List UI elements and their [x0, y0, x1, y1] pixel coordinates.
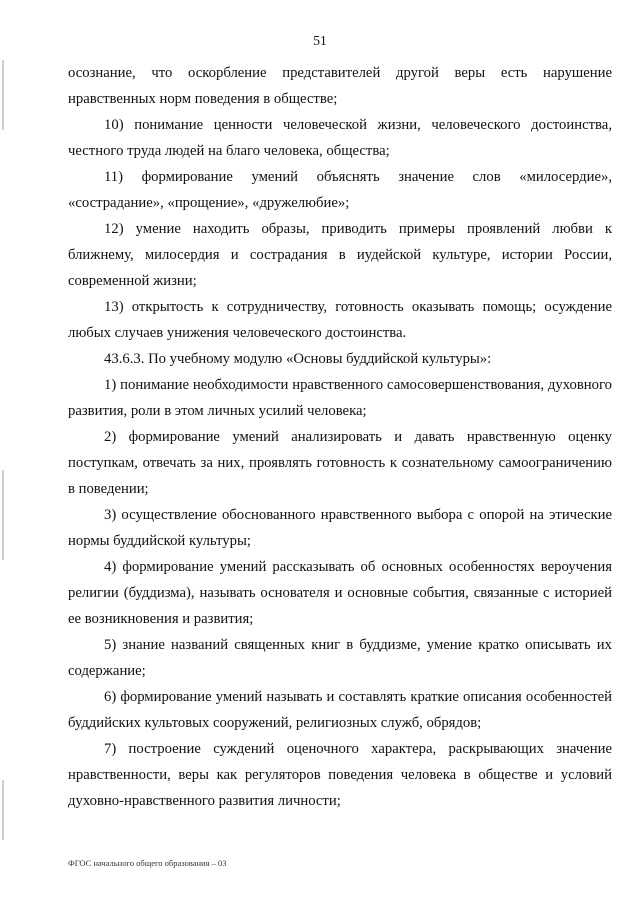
paragraph: 5) знание названий священных книг в буддизме, умение кратко описывать их содержание; [68, 637, 612, 679]
paragraph: 2) формирование умений анализировать и давать нравственную оценку поступкам, отвечать за них, проявлять готовность к сознательному самоограничению в поведении; [68, 429, 612, 497]
paragraph: 6) формирование умений называть и составлять краткие описания особенностей буддийских культовых сооружений, религиозных служб, обрядов; [68, 689, 612, 731]
paragraph: 1) понимание необходимости нравственного самосовершенствования, духовного развития, роли в этом личных усилий человека; [68, 377, 612, 419]
scan-edge-mark [2, 60, 4, 130]
paragraph: 13) открытость к сотрудничеству, готовность оказывать помощь; осуждение любых случаев унижения человеческого достоинства. [68, 299, 612, 341]
paragraph: 10) понимание ценности человеческой жизни, человеческого достоинства, честного труда людей на благо человека, общества; [68, 117, 612, 159]
paragraph: 11) формирование умений объяснять значение слов «милосердие», «сострадание», «прощение», «дружелюбие»; [68, 169, 612, 211]
paragraph: 4) формирование умений рассказывать об основных особенностях вероучения религии (буддизма), называть основателя и основные события, связанные с историей ее возникновения и развития; [68, 559, 612, 627]
scan-edge-mark [2, 780, 4, 840]
document-body [68, 60, 612, 814]
paragraph: 12) умение находить образы, приводить примеры проявлений любви к ближнему, милосердия и сострадания в иудейской культуре, истории России, современной жизни; [68, 221, 612, 289]
paragraph: 3) осуществление обоснованного нравственного выбора с опорой на этические нормы буддийской культуры; [68, 507, 612, 549]
scan-edge-mark [2, 470, 4, 560]
paragraph: осознание, что оскорбление представителей другой веры есть нарушение нравственных норм поведения в обществе; [68, 65, 612, 107]
footer-note: ФГОС начального общего образования – 03 [68, 858, 227, 868]
paragraph: 7) построение суждений оценочного характера, раскрывающих значение нравственности, веры как регуляторов поведения человека в обществе и условий духовно-нравственного развития личности; [68, 741, 612, 809]
page-number: 51 [313, 33, 327, 48]
section-heading: 43.6.3. По учебному модулю «Основы буддийской культуры»: [104, 351, 492, 367]
